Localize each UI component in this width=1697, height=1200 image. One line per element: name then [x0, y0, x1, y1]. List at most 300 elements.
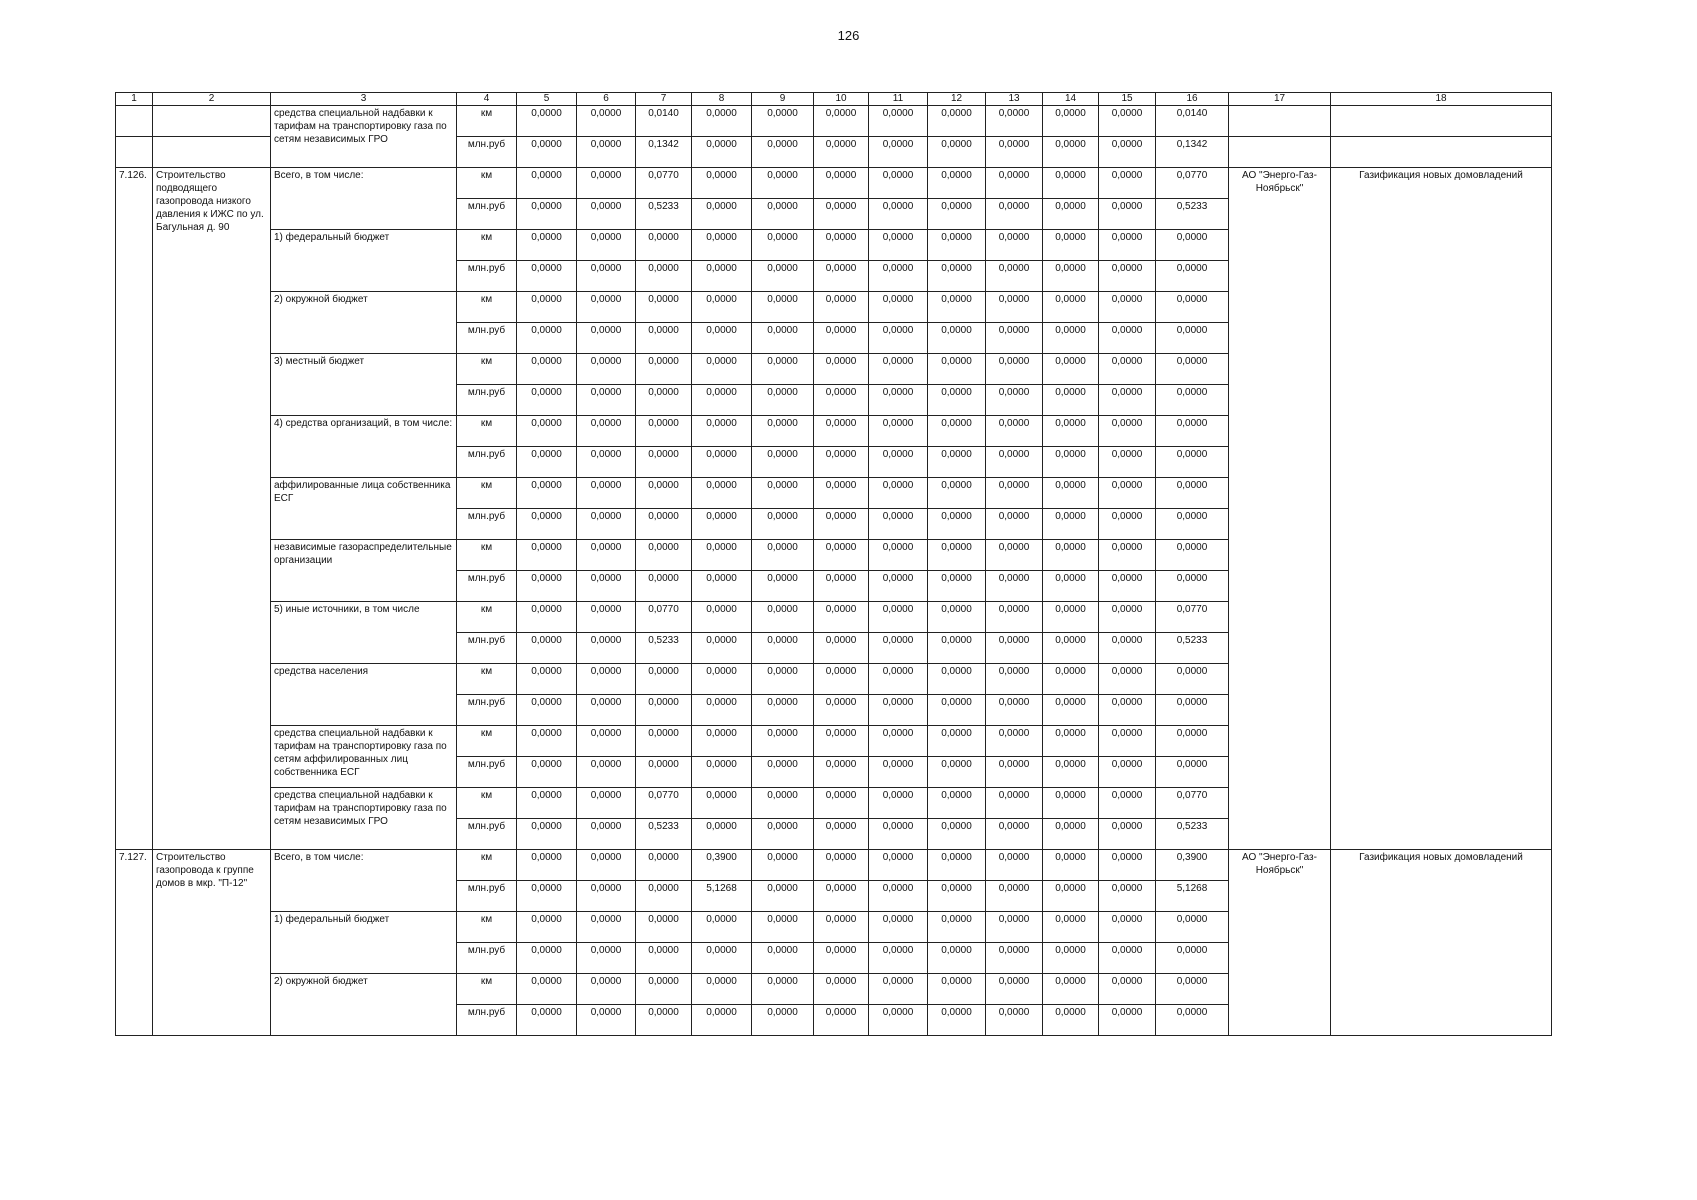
value-cell: 0,0000 — [517, 664, 577, 695]
column-header-10: 10 — [814, 93, 869, 106]
value-cell: 0,0000 — [814, 292, 869, 323]
value-cell: 0,0000 — [1099, 571, 1156, 602]
value-cell: 0,0000 — [814, 881, 869, 912]
column-header-13: 13 — [986, 93, 1043, 106]
value-cell: 0,0000 — [1099, 230, 1156, 261]
value-cell: 0,0000 — [636, 416, 692, 447]
unit-cell: млн.руб — [457, 757, 517, 788]
value-cell: 0,0000 — [814, 726, 869, 757]
column-header-3: 3 — [271, 93, 457, 106]
value-cell: 0,0000 — [986, 757, 1043, 788]
value-cell: 0,0000 — [928, 261, 986, 292]
value-cell: 0,0000 — [814, 168, 869, 199]
value-cell: 0,0000 — [692, 168, 752, 199]
value-cell: 0,0000 — [869, 974, 928, 1005]
column-header-9: 9 — [752, 93, 814, 106]
value-cell: 0,1342 — [636, 137, 692, 168]
value-cell: 0,0000 — [1099, 664, 1156, 695]
value-cell: 0,0000 — [636, 509, 692, 540]
column-header-6: 6 — [577, 93, 636, 106]
value-cell: 0,0000 — [1099, 850, 1156, 881]
purpose-cell: Газификация новых домовладений — [1331, 168, 1552, 850]
value-cell: 0,0000 — [1043, 199, 1099, 230]
column-header-11: 11 — [869, 93, 928, 106]
value-cell: 0,0000 — [986, 819, 1043, 850]
organization-cell: АО "Энерго-Газ-Ноябрьск" — [1229, 168, 1331, 850]
unit-cell: км — [457, 912, 517, 943]
value-cell: 0,0000 — [869, 912, 928, 943]
value-cell: 0,0000 — [752, 571, 814, 602]
unit-cell: млн.руб — [457, 819, 517, 850]
value-cell: 0,0000 — [577, 106, 636, 137]
unit-cell: млн.руб — [457, 943, 517, 974]
value-cell: 0,0000 — [928, 447, 986, 478]
value-cell: 0,0000 — [1043, 726, 1099, 757]
value-cell: 0,0000 — [1043, 354, 1099, 385]
value-cell: 0,0000 — [577, 571, 636, 602]
value-cell: 0,0000 — [1099, 168, 1156, 199]
value-cell: 0,0000 — [636, 912, 692, 943]
value-cell: 0,0000 — [869, 199, 928, 230]
value-cell: 0,0000 — [1156, 478, 1229, 509]
value-cell: 0,0000 — [636, 230, 692, 261]
value-cell: 0,0000 — [1099, 633, 1156, 664]
value-cell: 0,0000 — [928, 168, 986, 199]
value-cell: 0,0000 — [1043, 416, 1099, 447]
value-cell: 0,0000 — [577, 478, 636, 509]
value-cell: 0,0000 — [752, 850, 814, 881]
value-cell: 0,0000 — [577, 943, 636, 974]
value-cell: 0,0000 — [869, 385, 928, 416]
value-cell: 0,0000 — [814, 106, 869, 137]
value-cell: 0,0000 — [1043, 602, 1099, 633]
value-cell: 0,5233 — [636, 199, 692, 230]
value-cell: 0,0000 — [517, 385, 577, 416]
value-cell: 0,0770 — [1156, 168, 1229, 199]
unit-cell: млн.руб — [457, 881, 517, 912]
value-cell: 0,0000 — [752, 261, 814, 292]
value-cell: 0,0000 — [692, 1005, 752, 1036]
value-cell: 0,0000 — [869, 230, 928, 261]
table-row — [116, 106, 1552, 137]
value-cell: 0,0000 — [1156, 571, 1229, 602]
unit-cell: км — [457, 416, 517, 447]
value-cell: 0,0000 — [928, 633, 986, 664]
value-cell: 0,0000 — [517, 230, 577, 261]
value-cell: 0,0000 — [986, 850, 1043, 881]
value-cell: 0,0000 — [1156, 540, 1229, 571]
value-cell: 0,0000 — [752, 726, 814, 757]
value-cell: 0,0000 — [986, 726, 1043, 757]
unit-cell: км — [457, 726, 517, 757]
value-cell: 0,0000 — [577, 726, 636, 757]
value-cell: 0,0000 — [692, 912, 752, 943]
value-cell: 0,0000 — [869, 881, 928, 912]
value-cell: 0,0000 — [1099, 261, 1156, 292]
value-cell: 0,0000 — [986, 447, 1043, 478]
value-cell: 0,0000 — [928, 540, 986, 571]
value-cell: 0,0000 — [986, 292, 1043, 323]
value-cell: 0,0000 — [752, 447, 814, 478]
value-cell: 0,0000 — [986, 230, 1043, 261]
value-cell: 0,0000 — [869, 540, 928, 571]
value-cell: 0,0000 — [986, 261, 1043, 292]
column-header-12: 12 — [928, 93, 986, 106]
value-cell: 0,0000 — [928, 912, 986, 943]
value-cell: 0,0000 — [577, 912, 636, 943]
value-cell: 0,0000 — [692, 788, 752, 819]
value-cell: 0,0000 — [869, 850, 928, 881]
value-cell: 0,0000 — [928, 509, 986, 540]
value-cell: 0,0000 — [692, 695, 752, 726]
unit-cell: млн.руб — [457, 323, 517, 354]
value-cell: 0,0000 — [1043, 106, 1099, 137]
value-cell: 0,0000 — [986, 788, 1043, 819]
value-cell: 0,0000 — [814, 943, 869, 974]
source-cell: средства специальной надбавки к тарифам на транспортировку газа по сетям независимых ГРО — [271, 788, 457, 850]
value-cell: 0,0000 — [814, 230, 869, 261]
value-cell: 0,0000 — [577, 695, 636, 726]
value-cell: 0,0000 — [814, 757, 869, 788]
unit-cell: млн.руб — [457, 261, 517, 292]
value-cell: 0,0000 — [1043, 757, 1099, 788]
value-cell: 0,0000 — [814, 385, 869, 416]
value-cell: 0,0000 — [814, 664, 869, 695]
value-cell: 0,0000 — [869, 292, 928, 323]
value-cell: 0,5233 — [1156, 633, 1229, 664]
value-cell: 0,0000 — [1043, 850, 1099, 881]
value-cell: 0,0000 — [928, 726, 986, 757]
value-cell: 0,0000 — [692, 633, 752, 664]
value-cell: 0,0000 — [1099, 943, 1156, 974]
value-cell: 0,0000 — [1099, 447, 1156, 478]
value-cell: 0,0000 — [869, 664, 928, 695]
value-cell: 0,0000 — [692, 540, 752, 571]
value-cell: 0,5233 — [636, 819, 692, 850]
value-cell: 0,0000 — [928, 354, 986, 385]
value-cell: 0,0000 — [814, 1005, 869, 1036]
value-cell: 0,0000 — [814, 199, 869, 230]
value-cell: 0,0000 — [814, 540, 869, 571]
value-cell: 0,0000 — [577, 664, 636, 695]
value-cell: 0,0770 — [1156, 602, 1229, 633]
value-cell: 0,0000 — [1043, 323, 1099, 354]
unit-cell: млн.руб — [457, 633, 517, 664]
value-cell: 0,0000 — [928, 230, 986, 261]
unit-cell: км — [457, 106, 517, 137]
value-cell: 0,0000 — [869, 571, 928, 602]
value-cell: 0,0000 — [752, 199, 814, 230]
value-cell: 0,0000 — [517, 788, 577, 819]
value-cell: 0,0000 — [986, 323, 1043, 354]
value-cell: 0,0000 — [692, 354, 752, 385]
value-cell: 0,0000 — [1156, 912, 1229, 943]
value-cell: 0,0000 — [928, 1005, 986, 1036]
value-cell: 0,0000 — [752, 509, 814, 540]
source-cell: 1) федеральный бюджет — [271, 912, 457, 974]
value-cell: 0,3900 — [692, 850, 752, 881]
value-cell: 0,0000 — [636, 695, 692, 726]
value-cell: 0,0000 — [1099, 602, 1156, 633]
value-cell: 0,0000 — [814, 323, 869, 354]
value-cell: 0,0000 — [1156, 695, 1229, 726]
value-cell: 0,0000 — [869, 168, 928, 199]
value-cell: 0,0000 — [517, 354, 577, 385]
value-cell: 0,0000 — [692, 726, 752, 757]
value-cell: 0,0000 — [517, 540, 577, 571]
value-cell: 0,0000 — [1099, 416, 1156, 447]
value-cell: 0,0000 — [577, 509, 636, 540]
value-cell: 0,0000 — [869, 943, 928, 974]
source-cell: 5) иные источники, в том числе — [271, 602, 457, 664]
value-cell: 0,0000 — [814, 447, 869, 478]
value-cell: 0,0000 — [1043, 292, 1099, 323]
value-cell: 0,0000 — [752, 695, 814, 726]
value-cell: 0,0000 — [692, 509, 752, 540]
value-cell: 0,0000 — [752, 757, 814, 788]
value-cell: 0,0000 — [986, 1005, 1043, 1036]
value-cell: 0,0000 — [692, 602, 752, 633]
value-cell: 0,0000 — [752, 664, 814, 695]
value-cell: 0,0000 — [1099, 1005, 1156, 1036]
value-cell: 0,0000 — [1043, 137, 1099, 168]
value-cell: 0,0000 — [636, 354, 692, 385]
value-cell: 0,0000 — [692, 571, 752, 602]
value-cell: 0,0000 — [577, 230, 636, 261]
value-cell: 0,0000 — [1043, 943, 1099, 974]
value-cell: 0,0000 — [814, 602, 869, 633]
value-cell: 0,0000 — [1156, 757, 1229, 788]
value-cell: 0,0000 — [577, 261, 636, 292]
unit-cell: км — [457, 168, 517, 199]
purpose-cell — [1331, 106, 1552, 137]
value-cell: 0,0000 — [517, 137, 577, 168]
value-cell: 0,0000 — [1156, 416, 1229, 447]
value-cell: 0,0000 — [814, 478, 869, 509]
value-cell: 0,0770 — [636, 788, 692, 819]
purpose-cell — [1331, 137, 1552, 168]
source-cell: средства специальной надбавки к тарифам на транспортировку газа по сетям аффилированных лиц собственника ЕСГ — [271, 726, 457, 788]
value-cell: 0,0000 — [752, 137, 814, 168]
unit-cell: млн.руб — [457, 571, 517, 602]
column-header-17: 17 — [1229, 93, 1331, 106]
value-cell: 0,0000 — [752, 354, 814, 385]
value-cell: 0,0000 — [692, 230, 752, 261]
value-cell: 0,0000 — [928, 106, 986, 137]
value-cell: 0,0000 — [692, 757, 752, 788]
unit-cell: млн.руб — [457, 199, 517, 230]
value-cell: 0,0000 — [986, 881, 1043, 912]
value-cell: 0,0000 — [869, 261, 928, 292]
value-cell: 0,0000 — [869, 757, 928, 788]
value-cell: 0,0000 — [1099, 974, 1156, 1005]
value-cell: 0,0000 — [517, 261, 577, 292]
value-cell: 0,0000 — [692, 261, 752, 292]
unit-cell: млн.руб — [457, 447, 517, 478]
value-cell: 0,0000 — [814, 509, 869, 540]
value-cell: 0,0000 — [1156, 292, 1229, 323]
project-name-cell: Строительство газопровода к группе домов в мкр. "П-12" — [153, 850, 271, 1036]
index-cell — [116, 137, 153, 168]
value-cell: 0,0000 — [577, 974, 636, 1005]
value-cell: 0,5233 — [636, 633, 692, 664]
value-cell: 0,0000 — [517, 695, 577, 726]
value-cell: 0,0000 — [752, 230, 814, 261]
value-cell: 0,0000 — [1156, 261, 1229, 292]
value-cell: 0,0000 — [928, 199, 986, 230]
value-cell: 5,1268 — [692, 881, 752, 912]
value-cell: 0,0000 — [577, 1005, 636, 1036]
value-cell: 0,0000 — [577, 292, 636, 323]
value-cell: 0,0000 — [517, 168, 577, 199]
value-cell: 0,0000 — [1099, 788, 1156, 819]
source-cell: 3) местный бюджет — [271, 354, 457, 416]
value-cell: 0,0000 — [928, 850, 986, 881]
investment-table — [115, 92, 1552, 1036]
column-header-8: 8 — [692, 93, 752, 106]
value-cell: 0,0000 — [752, 168, 814, 199]
value-cell: 0,0000 — [517, 943, 577, 974]
value-cell: 0,0000 — [692, 447, 752, 478]
value-cell: 0,0000 — [517, 819, 577, 850]
value-cell: 0,0000 — [752, 881, 814, 912]
value-cell: 0,0000 — [752, 974, 814, 1005]
value-cell: 0,0000 — [814, 261, 869, 292]
value-cell: 0,0000 — [1156, 726, 1229, 757]
value-cell: 0,0000 — [928, 881, 986, 912]
source-cell: Всего, в том числе: — [271, 168, 457, 230]
value-cell: 0,0000 — [517, 726, 577, 757]
value-cell: 0,1342 — [1156, 137, 1229, 168]
value-cell: 0,0000 — [1099, 478, 1156, 509]
value-cell: 0,0000 — [636, 540, 692, 571]
index-cell: 7.127. — [116, 850, 153, 1036]
value-cell: 0,0000 — [636, 850, 692, 881]
value-cell: 0,0000 — [986, 416, 1043, 447]
table-row — [116, 168, 1552, 199]
value-cell: 0,0000 — [636, 943, 692, 974]
value-cell: 0,0000 — [752, 633, 814, 664]
value-cell: 0,0000 — [577, 385, 636, 416]
value-cell: 0,0000 — [1099, 757, 1156, 788]
value-cell: 0,0000 — [928, 943, 986, 974]
value-cell: 0,0000 — [986, 571, 1043, 602]
value-cell: 0,0000 — [752, 478, 814, 509]
value-cell: 0,0000 — [928, 664, 986, 695]
value-cell: 0,0000 — [1043, 168, 1099, 199]
value-cell: 0,0000 — [1043, 385, 1099, 416]
value-cell: 0,0000 — [869, 354, 928, 385]
header-row — [116, 93, 1552, 106]
value-cell: 0,0000 — [692, 664, 752, 695]
unit-cell: млн.руб — [457, 385, 517, 416]
value-cell: 0,3900 — [1156, 850, 1229, 881]
value-cell: 0,0000 — [869, 478, 928, 509]
value-cell: 0,0000 — [517, 292, 577, 323]
value-cell: 0,5233 — [1156, 819, 1229, 850]
source-cell: 1) федеральный бюджет — [271, 230, 457, 292]
value-cell: 0,0000 — [517, 199, 577, 230]
value-cell: 0,0000 — [986, 912, 1043, 943]
value-cell: 0,0770 — [1156, 788, 1229, 819]
source-cell: Всего, в том числе: — [271, 850, 457, 912]
value-cell: 0,0000 — [517, 974, 577, 1005]
source-cell: 2) окружной бюджет — [271, 292, 457, 354]
unit-cell: млн.руб — [457, 695, 517, 726]
value-cell: 0,0000 — [814, 819, 869, 850]
value-cell: 0,0000 — [1156, 323, 1229, 354]
value-cell: 0,0000 — [869, 137, 928, 168]
value-cell: 0,0000 — [692, 385, 752, 416]
value-cell: 0,0000 — [517, 447, 577, 478]
value-cell: 0,0000 — [752, 1005, 814, 1036]
source-cell: 4) средства организаций, в том числе: — [271, 416, 457, 478]
value-cell: 0,0000 — [986, 106, 1043, 137]
unit-cell: км — [457, 602, 517, 633]
unit-cell: км — [457, 292, 517, 323]
page-number: 126 — [837, 28, 860, 43]
unit-cell: км — [457, 974, 517, 1005]
value-cell: 0,0000 — [636, 881, 692, 912]
value-cell: 0,0000 — [517, 757, 577, 788]
value-cell: 0,0000 — [928, 385, 986, 416]
value-cell: 0,0000 — [1099, 199, 1156, 230]
value-cell: 0,0000 — [869, 602, 928, 633]
index-cell — [116, 106, 153, 137]
value-cell: 0,0000 — [1043, 261, 1099, 292]
value-cell: 0,0000 — [869, 819, 928, 850]
value-cell: 0,0000 — [636, 974, 692, 1005]
value-cell: 0,0000 — [577, 633, 636, 664]
value-cell: 0,0000 — [928, 757, 986, 788]
value-cell: 0,0000 — [986, 478, 1043, 509]
value-cell: 0,0000 — [1099, 881, 1156, 912]
source-cell: независимые газораспределительные организации — [271, 540, 457, 602]
value-cell: 0,0000 — [1099, 540, 1156, 571]
value-cell: 0,0000 — [1043, 478, 1099, 509]
unit-cell: км — [457, 850, 517, 881]
project-name-cell — [153, 137, 271, 168]
project-name-cell: Строительство подводящего газопровода низкого давления к ИЖС по ул. Багульная д. 90 — [153, 168, 271, 850]
value-cell: 0,0000 — [517, 881, 577, 912]
value-cell: 0,0000 — [1043, 1005, 1099, 1036]
value-cell: 0,0000 — [692, 199, 752, 230]
value-cell: 0,0000 — [1099, 106, 1156, 137]
value-cell: 0,0000 — [1043, 509, 1099, 540]
value-cell: 0,0000 — [636, 664, 692, 695]
value-cell: 0,0000 — [692, 137, 752, 168]
value-cell: 0,0000 — [1099, 137, 1156, 168]
value-cell: 0,0000 — [577, 168, 636, 199]
value-cell: 0,0000 — [869, 633, 928, 664]
value-cell: 0,0000 — [577, 137, 636, 168]
value-cell: 0,0000 — [1043, 540, 1099, 571]
value-cell: 0,0000 — [986, 943, 1043, 974]
value-cell: 0,0000 — [1043, 788, 1099, 819]
value-cell: 0,0000 — [517, 323, 577, 354]
value-cell: 0,0000 — [577, 881, 636, 912]
value-cell: 0,0000 — [636, 385, 692, 416]
value-cell: 0,0000 — [986, 168, 1043, 199]
value-cell: 0,0000 — [1099, 292, 1156, 323]
value-cell: 0,0000 — [1156, 354, 1229, 385]
value-cell: 0,0000 — [1043, 633, 1099, 664]
unit-cell: км — [457, 540, 517, 571]
value-cell: 0,0000 — [517, 602, 577, 633]
column-header-16: 16 — [1156, 93, 1229, 106]
value-cell: 0,0000 — [1043, 664, 1099, 695]
value-cell: 0,0000 — [928, 788, 986, 819]
